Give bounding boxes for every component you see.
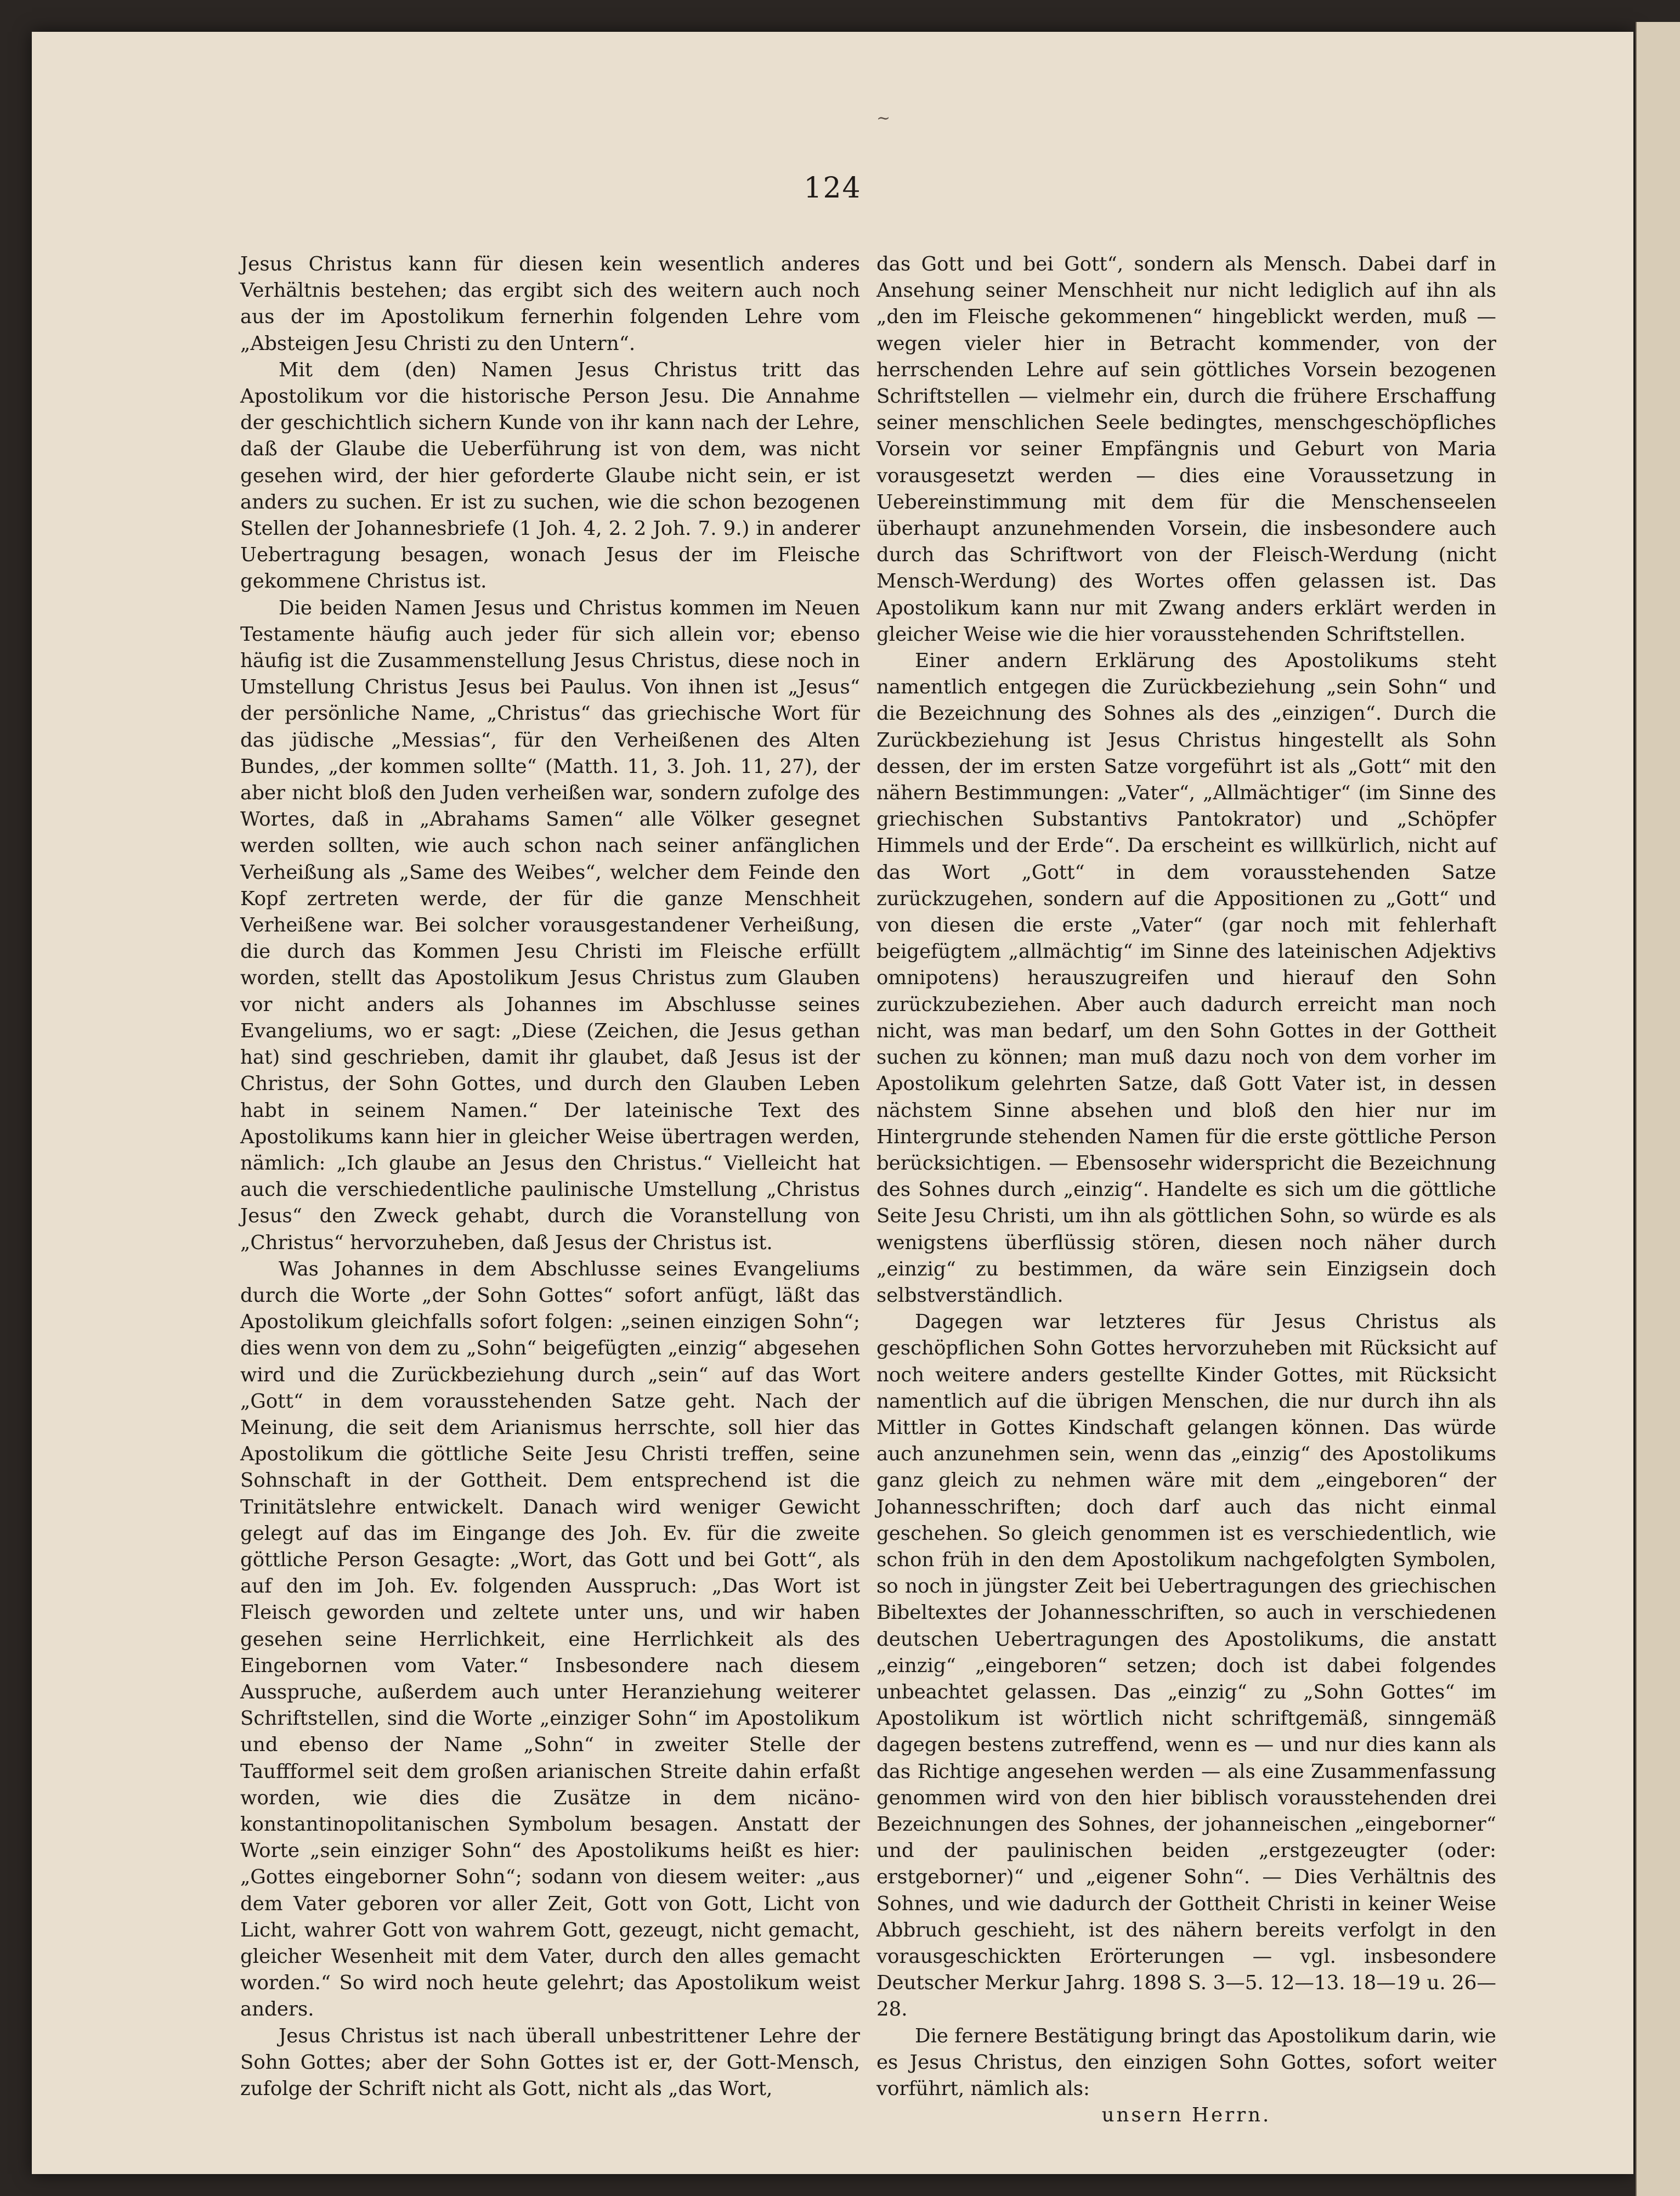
paragraph: Jesus Christus ist nach überall unbestrittener Lehre der Sohn Gottes; aber der Sohn Gottes ist er, der Gott-Mensch, zufolge der Schrift nicht als Gott, nicht als „das Wort, [240, 2024, 860, 2101]
top-mark: ~ [876, 109, 891, 128]
left-text-column [240, 251, 860, 2101]
paragraph: Die beiden Namen Jesus und Christus kommen im Neuen Testamente häufig auch jeder für sich allein vor; ebenso häufig ist die Zusammenstellung Jesus Christus, diese noch in Umstellung Christus Jesus bei Paulus. Von ihnen ist „Jesus“ der persönliche Name, „Christus“ das griechische Wort für das jüdische „Messias“, für den Verheißenen des Alten Bundes, „der kommen sollte“ (Matth. 11, 3. Joh. 11, 27), der aber nicht bloß den Juden verheißen war, sondern zufolge des Wortes, daß in „Abrahams Samen“ alle Völker gesegnet werden sollten, wie auch schon nach seiner anfänglichen Verheißung als „Same des Weibes“, welcher dem Feinde den Kopf zertreten werde, der für die ganze Menschheit Verheißene war. Bei solcher vorausgestandener Verheißung, die durch das Kommen Jesu Christi im Fleische erfüllt worden, stellt das Apostolikum Jesus Christus zum Glauben vor nicht anders als Johannes im Abschlusse seines Evangeliums, wo er sagt: „Diese (Zeichen, die Jesus gethan hat) sind geschrieben, damit ihr glaubet, daß Jesus ist der Christus, der Sohn Gottes, und durch den Glauben Leben habt in seinem Namen.“ Der lateinische Text des Apostolikums kann hier in gleicher Weise übertragen werden, nämlich: „Ich glaube an Jesus den Christus.“ Vielleicht hat auch die verschiedentliche paulinische Umstellung „Christus Jesus“ den Zweck gehabt, durch die Voranstellung von „Christus“ hervorzuheben, daß Jesus der Christus ist. [240, 596, 860, 1254]
closing-line: unsern Herrn. [1101, 2104, 1271, 2127]
page-number: 124 [804, 172, 862, 205]
paragraph: Mit dem (den) Namen Jesus Christus tritt das Apostolikum vor die historische Person Jesu. Die Annahme der geschichtlich sichern Kunde von ihr kann nach der Lehre, daß der Glaube die Ueberführung ist von dem, was nicht gesehen wird, der hier geforderte Glaube nicht sein, er ist anders zu suchen. Er ist zu suchen, wie die schon bezogenen Stellen der Johannesbriefe (1 Joh. 4, 2. 2 Joh. 7. 9.) in anderer Uebertragung besagen, wonach Jesus der im Fleische gekommene Christus ist. [240, 358, 860, 593]
adjacent-page-edge [1636, 22, 1680, 2196]
paragraph: Jesus Christus kann für diesen kein wesentlich anderes Verhältnis bestehen; das ergibt sich des weitern auch noch aus der im Apostolikum fernerhin folgenden Lehre vom „Absteigen Jesu Christi zu den Untern“. [240, 253, 860, 355]
paragraph: Dagegen war letzteres für Jesus Christus als geschöpflichen Sohn Gottes hervorzuheben mit Rücksicht auf noch weitere anders gestellte Kinder Gottes, mit Rücksicht namentlich auf die übrigen Menschen, die nur durch ihn als Mittler in Gottes Kindschaft gelangen können. Das würde auch anzunehmen sein, wenn das „einzig“ des Apostolikums ganz gleich zu nehmen wäre mit dem „eingeboren“ der Johannesschriften; doch darf auch das nicht einmal geschehen. So gleich genommen ist es verschiedentlich, wie schon früh in den dem Apostolikum nachgefolgten Symbolen, so noch in jüngster Zeit bei Uebertragungen des griechischen Bibeltextes der Johannesschriften, so auch in verschiedenen deutschen Uebertragungen des Apostolikums, die anstatt „einzig“ „eingeboren“ setzen; doch ist dabei folgendes unbeachtet gelassen. Das „einzig“ zu „Sohn Gottes“ im Apostolikum ist wörtlich nicht schriftgemäß, sinngemäß dagegen bestens zutreffend, wenn es — und nur dies kann als das Richtige angesehen werden — als eine Zusammenfassung genommen wird von den hier biblisch vorausstehenden drei Bezeichnungen des Sohnes, der johanneischen „eingeborner“ und der paulinischen beiden „erstgezeugter (oder: erstgeborner)“ und „eigener Sohn“. — Dies Verhältnis des Sohnes, und wie dadurch der Gottheit Christi in keiner Weise Abbruch geschieht, ist des nähern bereits verfolgt in den vorausgeschickten Erörterungen — vgl. insbesondere Deutscher Merkur Jahrg. 1898 S. 3—5. 12—13. 18—19 u. 26—28. [876, 1311, 1496, 2021]
right-text-column [876, 251, 1496, 2127]
paragraph: das Gott und bei Gott“, sondern als Mensch. Dabei darf in Ansehung seiner Menschheit nur nicht lediglich auf ihn als „den im Fleische gekommenen“ hingeblickt werden, muß — wegen vieler hier in Betracht kommender, von der herrschenden Lehre auf sein göttliches Vorsein bezogenen Schriftstellen — vielmehr ein, durch die frühere Erschaffung seiner menschlichen Seele bedingtes, menschgeschöpfliches Vorsein vor seiner Empfängnis und Geburt von Maria vorausgesetzt werden — dies eine Voraussetzung in Uebereinstimmung mit dem für die Menschenseelen überhaupt anzunehmenden Vorsein, die insbesondere auch durch das Schriftwort von der Fleisch-Werdung (nicht Mensch-Werdung) des Wortes offen gelassen ist. Das Apostolikum kann nur mit Zwang anders erklärt werden in gleicher Weise wie die hier vorausstehenden Schriftstellen. [876, 253, 1496, 646]
paragraph: Was Johannes in dem Abschlusse seines Evangeliums durch die Worte „der Sohn Gottes“ sofort anfügt, läßt das Apostolikum gleichfalls sofort folgen: „seinen einzigen Sohn“; dies wenn von dem zu „Sohn“ beigefügten „einzig“ abgesehen wird und die Zurückbeziehung durch „sein“ auf das Wort „Gott“ in dem vorausstehenden Satze geht. Nach der Meinung, die seit dem Arianismus herrschte, soll hier das Apostolikum die göttliche Seite Jesu Christi treffen, seine Sohnschaft in der Gottheit. Dem entsprechend ist die Trinitätslehre entwickelt. Danach wird weniger Gewicht gelegt auf das im Eingange des Joh. Ev. für die zweite göttliche Person Gesagte: „Wort, das Gott und bei Gott“, als auf den im Joh. Ev. folgenden Ausspruch: „Das Wort ist Fleisch geworden und zeltete unter uns, und wir haben gesehen seine Herrlichkeit, eine Herrlichkeit als des Eingebornen vom Vater.“ Insbesondere nach diesem Ausspruche, außerdem auch unter Heranziehung weiterer Schriftstellen, sind die Worte „einziger Sohn“ im Apostolikum und ebenso der Name „Sohn“ in zweiter Stelle der Tauffformel seit dem großen arianischen Streite dahin erfaßt worden, wie dies die Zusätze in dem nicäno-konstantinopolitanischen Symbolum besagen. Anstatt der Worte „sein einziger Sohn“ des Apostolikums heißt es hier: „Gottes eingeborner Sohn“; sodann von diesem weiter: „aus dem Vater geboren vor aller Zeit, Gott von Gott, Licht von Licht, wahrer Gott von wahrem Gott, gezeugt, nicht gemacht, gleicher Wesenheit mit dem Vater, durch den alles gemacht worden.“ So wird noch heute gelehrt; das Apostolikum weist anders. [240, 1257, 860, 2021]
paragraph: Einer andern Erklärung des Apostolikums steht namentlich entgegen die Zurückbeziehung „sein Sohn“ und die Bezeichnung des Sohnes als des „einzigen“. Durch die Zurückbeziehung ist Jesus Christus hingestellt als Sohn dessen, der im ersten Satze vorgeführt ist als „Gott“ mit den nähern Bestimmungen: „Vater“, „Allmächtiger“ (im Sinne des griechischen Substantivs Pantokrator) und „Schöpfer Himmels und der Erde“. Da erscheint es willkürlich, nicht auf das Wort „Gott“ in dem vorausstehenden Satze zurückzugehen, sondern auf die Appositionen zu „Gott“ und von diesen die erste „Vater“ (gar noch mit fehlerhaft beigefügtem „allmächtig“ im Sinne des lateinischen Adjektivs omnipotens) herauszugreifen und hierauf den Sohn zurückzubeziehen. Aber auch dadurch erreicht man noch nicht, was man bedarf, um den Sohn Gottes in der Gottheit suchen zu können; man muß dazu noch von dem vorher im Apostolikum gelehrten Satze, daß Gott Vater ist, in dessen nächstem Sinne absehen und bloß den hier nur im Hintergrunde stehenden Namen für die erste göttliche Person berücksichtigen. — Ebensosehr widerspricht die Bezeichnung des Sohnes durch „einzig“. Handelte es sich um die göttliche Seite Jesu Christi, um ihn als göttlichen Sohn, so würde es als wenigstens überflüssig stören, diesen noch näher durch „einzig“ zu bestimmen, da wäre sein Einzigsein doch selbstverständlich. [876, 650, 1496, 1307]
book-page [32, 32, 1633, 2174]
paragraph: Die fernere Bestätigung bringt das Apostolikum darin, wie es Jesus Christus, den einzigen Sohn Gottes, sofort weiter vorführt, nämlich als: [876, 2024, 1496, 2101]
